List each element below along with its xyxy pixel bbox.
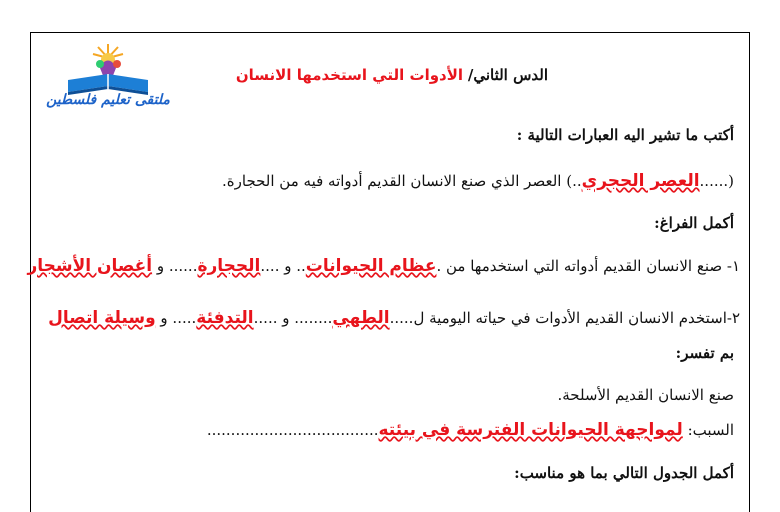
explain-statement: صنع الانسان القديم الأسلحة. bbox=[557, 386, 734, 404]
explain-reason: السبب: لمواجهة الحيوانات الفترسة في بيئته.................................... bbox=[206, 420, 734, 440]
logo-emblem-icon bbox=[38, 40, 178, 100]
section1-heading: أكتب ما تشير اليه العبارات التالية : bbox=[516, 126, 734, 144]
lesson-title: الأدوات التي استخدمها الانسان bbox=[235, 66, 464, 84]
answer-cooking: الطهي bbox=[332, 308, 390, 328]
answer-reason: لمواجهة الحيوانات الفترسة في بيئته bbox=[378, 420, 683, 440]
answer-stones: الحجارة bbox=[197, 256, 261, 276]
answer-stone-age: العصر الحجري bbox=[581, 171, 700, 191]
lesson-number: الدس الثاني/ bbox=[467, 66, 548, 84]
site-logo bbox=[38, 40, 178, 120]
section3-heading: بم تفسر: bbox=[675, 344, 734, 362]
lesson-header bbox=[236, 66, 548, 84]
answer-tree-branches: أغصان الأشجار bbox=[27, 256, 153, 276]
logo-text: ملتقى تعليم فلسطين bbox=[46, 92, 170, 108]
answer-animal-bones: عظام الحيوانات bbox=[305, 256, 437, 276]
answer-heating: التدفئة bbox=[196, 308, 254, 328]
section4-heading: أكمل الجدول التالي بما هو مناسب: bbox=[514, 464, 734, 482]
reason-label: السبب: bbox=[682, 421, 734, 439]
fill-blank-1: ١- صنع الانسان القديم أدواته التي استخدمها من .عظام الحيوانات.. و ....الحجارة...... و أغصان الأشجار bbox=[27, 256, 740, 276]
answer-communication: وسيلة اتصال bbox=[48, 308, 156, 328]
fill-blank-2: ٢-استخدم الانسان القديم الأدوات في حياته اليومية ل.....الطهي........ و .....التدفئة..... و وسيلة اتصال bbox=[48, 308, 740, 328]
section2-heading: أكمل الفراغ: bbox=[654, 214, 734, 232]
section1-item: (......العصر الحجري..) العصر الذي صنع الانسان القديم أدواته فيه من الحجارة. bbox=[222, 171, 734, 191]
